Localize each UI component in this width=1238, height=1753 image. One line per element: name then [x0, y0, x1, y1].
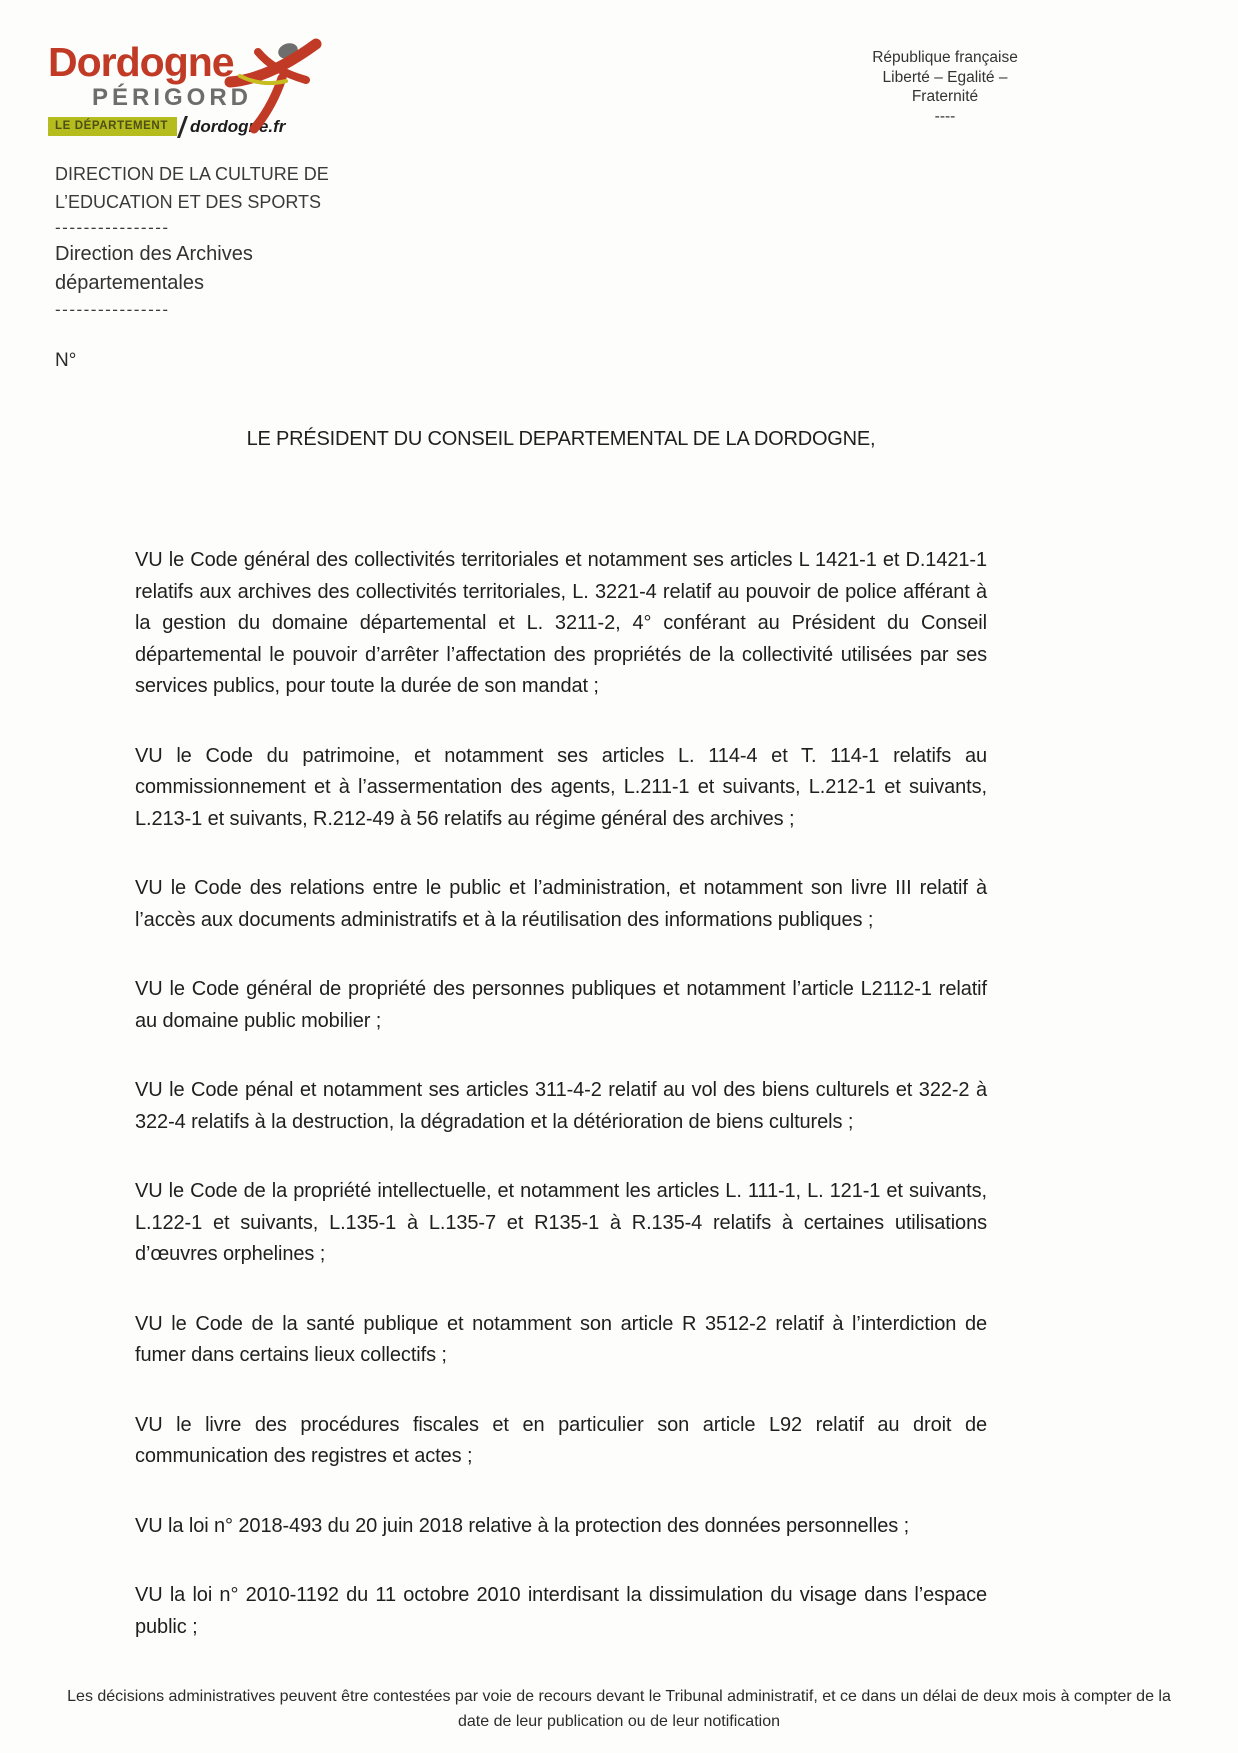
service-line-1: Direction des Archives: [55, 243, 253, 265]
sender-divider-2: ----------------: [55, 300, 170, 319]
service-line-2: départementales: [55, 272, 204, 294]
logo-website-label: dordogne.fr: [189, 117, 286, 136]
footer-note: Les décisions administratives peuvent être contestées par voie de recours devant le Tribunal administratif, et ce dans un délai de deux mois à compter de la date de leur publication ou de leur notification: [67, 1688, 1171, 1730]
logo-region-text: PÉRIGORD: [92, 84, 253, 111]
sender-block: [55, 160, 385, 372]
dancing-person-icon: [224, 36, 328, 141]
paragraph: VU la loi n° 2018-493 du 20 juin 2018 relative à la protection des données personnelles ;: [135, 1514, 910, 1537]
republique-block: [850, 48, 1040, 126]
dordogne-perigord-logo: [48, 39, 318, 137]
republique-line1: République française: [872, 49, 1018, 66]
paragraph: VU le Code général de propriété des personnes publiques et notamment l’article L2112-1 relatif au domaine public mobilier ;: [135, 978, 987, 1032]
paragraph: VU le livre des procédures fiscales et en particulier son article L92 relatif au droit de communication des registres et actes ;: [135, 1413, 987, 1467]
logo-banner-label: LE DÉPARTEMENT: [48, 117, 177, 136]
paragraph: VU le Code général des collectivités territoriales et notamment ses articles L 1421-1 et D.1421-1 relatifs aux archives des collectivités territoriales, L. 3221-4 relatif au pouvoir de police afférant à la gestion du domaine départemental et L. 3211-2, 4° conférant au Président du Conseil départemental le pouvoir d’arrêter l’affectation des propriétés de la collectivité utilisées par ses services publics, pour toute la durée de son mandat ;: [135, 549, 987, 697]
paragraph: VU le Code de la propriété intellectuelle, et notamment les articles L. 111-1, L. 121-1 et suivants, L.122-1 et suivants, L.135-1 à L.135-7 et R135-1 à R.135-4 relatifs à certaines utilisations d’œuvres orphelines ;: [135, 1180, 987, 1265]
logo-brand-text: Dordogne: [48, 39, 234, 85]
paragraph: VU le Code du patrimoine, et notamment ses articles L. 114-4 et T. 114-1 relatifs au commissionnement et à l’assermentation des agents, L.211-1 et suivants, L.212-1 et suivants, L.213-1 et suivants, R.212-49 à 56 relatifs au régime général des archives ;: [135, 744, 987, 830]
direction-line-2: L’EDUCATION ET DES SPORTS: [55, 192, 322, 212]
republique-line2: Liberté – Egalité – Fraternité: [882, 68, 1008, 105]
paragraph: VU le Code des relations entre le public et l’administration, et notamment son livre III relatif à l’accès aux documents administratifs et à la réutilisation des informations publiques ;: [135, 877, 987, 931]
republique-separator: ----: [934, 107, 956, 125]
vu-paragraphs: [135, 545, 987, 1681]
paragraph: VU le Code pénal et notamment ses articles 311-4-2 relatif au vol des biens culturels et 322-2 à 322-4 relatifs à la destruction, la dégradation et la détérioration de biens culturels ;: [135, 1079, 987, 1133]
direction-line-1: DIRECTION DE LA CULTURE DE: [55, 164, 329, 184]
paragraph: VU la loi n° 2010-1192 du 11 octobre 2010 interdisant la dissimulation du visage dans l’espace public ;: [135, 1584, 987, 1638]
reference-number-label: N°: [55, 350, 77, 371]
sender-divider-1: ----------------: [55, 218, 170, 237]
logo-banner-separator: [177, 116, 188, 138]
document-title: LE PRÉSIDENT DU CONSEIL DEPARTEMENTAL DE LA DORDOGNE,: [246, 428, 876, 450]
paragraph: VU le Code de la santé publique et notamment son article R 3512-2 relatif à l’interdiction de fumer dans certains lieux collectifs ;: [135, 1312, 987, 1366]
